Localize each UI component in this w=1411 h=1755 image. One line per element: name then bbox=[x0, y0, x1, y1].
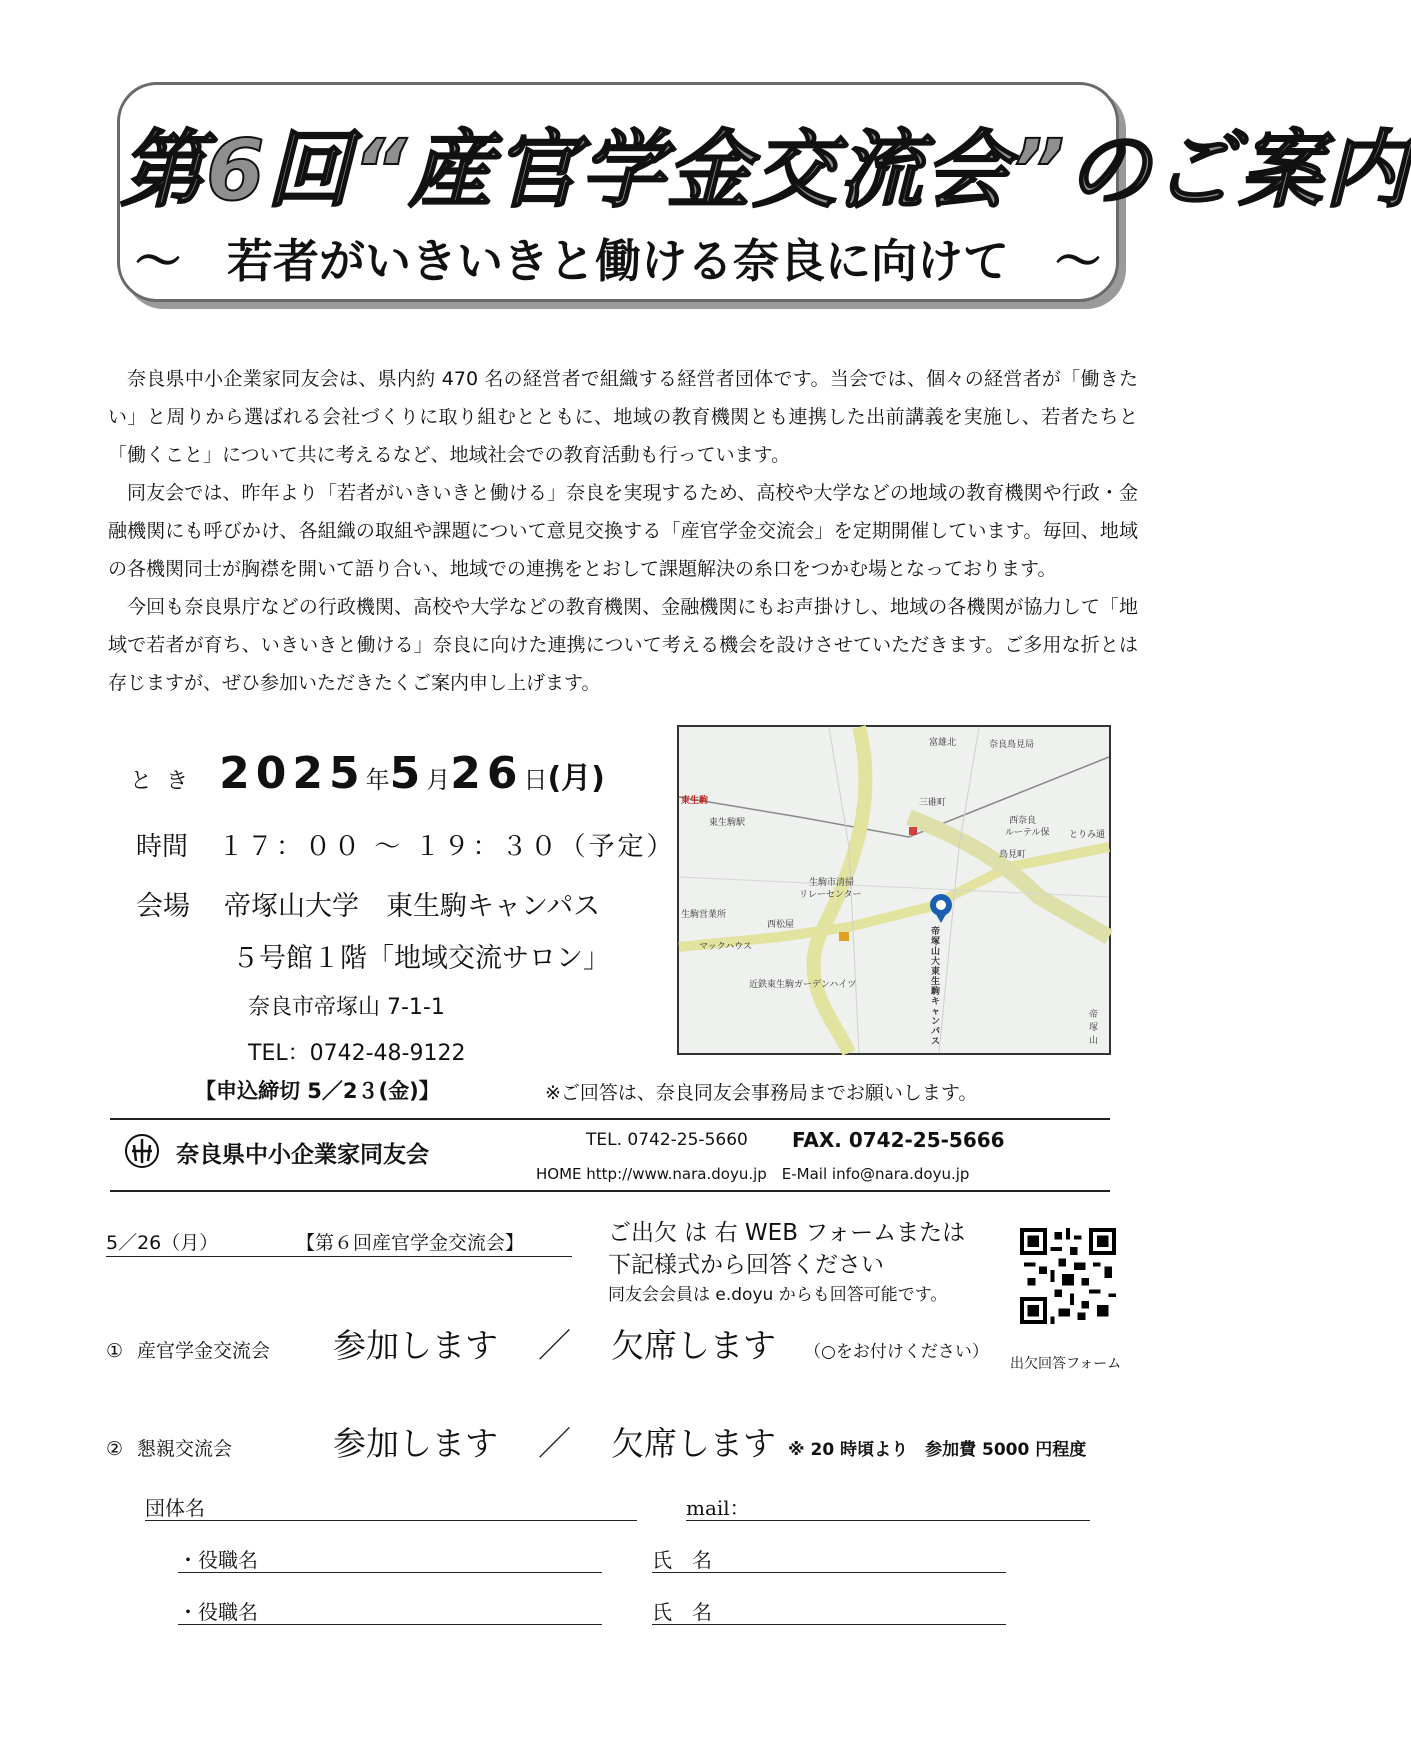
form-event-name: 【第６回産官学金交流会】 bbox=[296, 1232, 525, 1254]
map-label: 奈良鳥見局 bbox=[989, 740, 1035, 750]
org-name-field-label: 団体名 bbox=[145, 1496, 205, 1520]
option-name: 懇親交流会 bbox=[137, 1438, 233, 1460]
date-label: とき bbox=[130, 769, 203, 794]
absent-choice[interactable]: 欠席します bbox=[611, 1424, 777, 1463]
map-graphic bbox=[679, 727, 1109, 1053]
map-label: 西松屋 bbox=[767, 920, 795, 930]
org-name: 奈良県中小企業家同友会 bbox=[176, 1142, 429, 1168]
name-field[interactable] bbox=[652, 1624, 1006, 1625]
name-field-label: 氏 名 bbox=[652, 1548, 712, 1572]
venue-address: 奈良市帝塚山 7-1-1 bbox=[248, 995, 445, 1020]
attend-choice[interactable]: 参加します bbox=[333, 1424, 499, 1463]
qr-code[interactable] bbox=[1020, 1228, 1116, 1324]
intro-text bbox=[108, 360, 1138, 702]
map-label: マックハウス bbox=[699, 942, 752, 952]
option-row-exchange bbox=[106, 1320, 989, 1367]
form-underline bbox=[106, 1256, 572, 1257]
org-tel: TEL. 0742-25-5660 bbox=[586, 1130, 748, 1150]
divider bbox=[110, 1190, 1110, 1192]
reply-instruction: ご出欠 は 右 WEB フォームまたは bbox=[608, 1220, 966, 1246]
map-label: リレーセンター bbox=[799, 890, 862, 900]
intro-paragraph: 奈良県中小企業家同友会は、県内約 470 名の経営者で組織する経営者団体です。当会では、個々の経営者が「働きたい」と周りから選ばれる会社づくりに取り組むとともに、地域の教育機関とも連携した出前講義を実施し、若者たちと「働くこと」について共に考えるなど、地域社会での教育活動も行っています。 bbox=[108, 368, 1138, 466]
org-name-field[interactable] bbox=[145, 1520, 637, 1521]
option-number: ① bbox=[106, 1340, 124, 1362]
qr-label: 出欠回答フォーム bbox=[1010, 1356, 1122, 1372]
map-label: 帝塚山大 東生駒キャンパス bbox=[931, 927, 941, 1047]
map-label: 生駒市清掃 bbox=[809, 878, 855, 888]
date-year: 2025 bbox=[219, 748, 366, 799]
form-date: 5／26（月） bbox=[106, 1232, 219, 1254]
option-number: ② bbox=[106, 1438, 124, 1460]
map-label: 西奈良 bbox=[1009, 816, 1037, 826]
event-time bbox=[136, 826, 676, 863]
map-label: 東生駒 bbox=[681, 796, 709, 806]
org-fax: FAX. 0742-25-5666 bbox=[792, 1128, 1005, 1152]
date-day-unit: 日 bbox=[523, 766, 548, 794]
map-label: 三碓町 bbox=[919, 798, 947, 808]
reply-instruction: 下記様式から回答ください bbox=[608, 1252, 884, 1278]
venue-map bbox=[677, 725, 1111, 1055]
absent-choice[interactable]: 欠席します bbox=[611, 1326, 777, 1365]
option-name: 産官学金交流会 bbox=[137, 1340, 271, 1362]
deadline-note: ※ご回答は、奈良同友会事務局までお願いします。 bbox=[545, 1082, 978, 1104]
position-field-label: ・役職名 bbox=[178, 1600, 258, 1624]
venue-tel: TEL：0742-48-9122 bbox=[248, 1041, 466, 1066]
map-label: 帝塚山 bbox=[1089, 1010, 1099, 1046]
name-field-label: 氏 名 bbox=[652, 1600, 712, 1624]
map-label: 近鉄東生駒ガーデンハイツ bbox=[749, 980, 857, 990]
map-label: 富雄北 bbox=[929, 738, 957, 748]
org-logo-icon bbox=[124, 1133, 160, 1169]
date-month: 5 bbox=[389, 748, 427, 799]
name-field[interactable] bbox=[652, 1572, 1006, 1573]
reply-member-note: 同友会会員は e.doyu からも回答可能です。 bbox=[608, 1285, 948, 1305]
intro-paragraph: 今回も奈良県庁などの行政機関、高校や大学などの教育機関、金融機関にもお声掛けし、地域の各機関が協力して「地域で若者が育ち、いきいきと働ける」奈良に向けた連携について考える機会を設けさせていただきます。ご多用な折とは存じますが、ぜひ参加いただきたくご案内申し上げます。 bbox=[108, 596, 1138, 694]
page-subtitle: ～ 若者がいきいきと働ける奈良に向けて ～ bbox=[135, 234, 1101, 288]
venue-line-1: 帝塚山大学 東生駒キャンパス bbox=[224, 891, 601, 922]
map-label: 生駒営業所 bbox=[681, 910, 727, 920]
time-value: １７：００ ～ １９：３０（予定） bbox=[218, 832, 676, 862]
event-date bbox=[130, 748, 605, 799]
choice-separator: ／ bbox=[538, 1424, 572, 1463]
option-note: ※ 20 時頃より 参加費 5000 円程度 bbox=[788, 1440, 1087, 1460]
date-year-unit: 年 bbox=[365, 766, 390, 794]
map-label: とりみ通 bbox=[1069, 830, 1106, 840]
map-label: ルーテル保 bbox=[1005, 828, 1050, 838]
option-note: （○をお付けください） bbox=[804, 1342, 989, 1362]
event-venue bbox=[136, 884, 600, 923]
date-month-unit: 月 bbox=[426, 766, 451, 794]
title-box bbox=[117, 82, 1411, 302]
intro-paragraph: 同友会では、昨年より「若者がいきいきと働ける」奈良を実現するため、高校や大学などの地域の教育機関や行政・金融機関にも呼びかけ、各組織の取組や課題について意見交換する「産官学金交流会」を定期開催しています。毎回、地域の各機関同士が胸襟を開いて語り合い、地域での連携をとおして課題解決の糸口をつかむ場となっております。 bbox=[108, 482, 1138, 580]
org-contact: HOME http://www.nara.doyu.jp E-Mail info@nara.doyu.jp bbox=[536, 1165, 970, 1183]
venue-line-2: ５号館１階「地域交流サロン」 bbox=[232, 943, 610, 974]
time-label: 時間 bbox=[136, 832, 189, 862]
venue-label: 会場 bbox=[136, 891, 190, 922]
page-title: 第6回“産官学金交流会”のご案内 bbox=[120, 121, 1411, 219]
choice-separator: ／ bbox=[538, 1326, 572, 1365]
position-field-label: ・役職名 bbox=[178, 1548, 258, 1572]
attend-choice[interactable]: 参加します bbox=[333, 1326, 499, 1365]
date-weekday: (月) bbox=[547, 761, 605, 796]
mail-field[interactable] bbox=[686, 1520, 1090, 1521]
mail-field-label: mail： bbox=[686, 1496, 750, 1520]
divider bbox=[110, 1118, 1110, 1120]
position-field[interactable] bbox=[178, 1624, 602, 1625]
map-label: 鳥見町 bbox=[999, 850, 1027, 860]
deadline: 【申込締切 5／2３(金)】 bbox=[195, 1079, 440, 1103]
position-field[interactable] bbox=[178, 1572, 602, 1573]
map-label: 東生駒駅 bbox=[709, 818, 746, 828]
option-row-social bbox=[106, 1418, 1086, 1465]
date-day: 26 bbox=[450, 748, 524, 799]
